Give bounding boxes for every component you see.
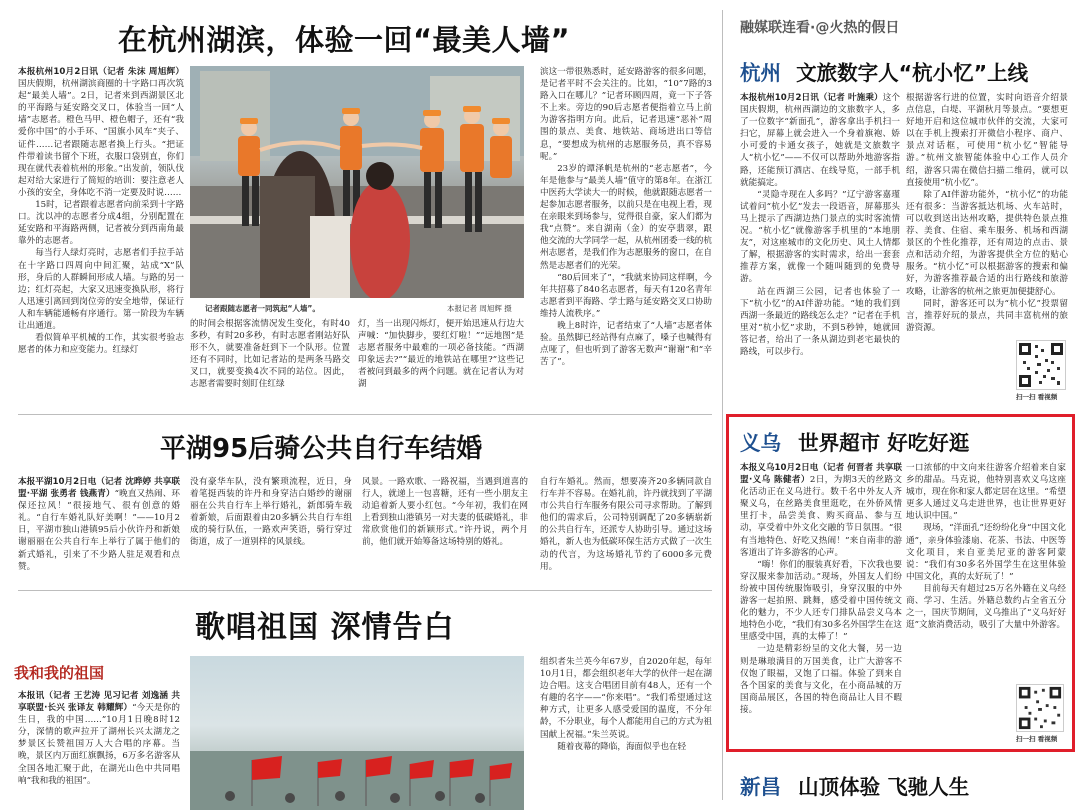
red-flags-illustration bbox=[190, 656, 524, 810]
middle-divider bbox=[18, 590, 712, 591]
right-top-col1-text: 这个国庆假期，杭州西湖边的文旅数字人，多了一位数字“新面孔”，游客拿出手机扫一扫它，屏幕上就会进入一个身着旗袍、娇小可爱的卡通女孩子，她就是文旅数字人“杭小忆”——不仅可以帮助外地游客指路，还能预订酒店、在线导览，一部手机就能搞定。 bbox=[740, 93, 900, 188]
right-middle-col1-text: 2日，为期3天的丝路文化活动正在义乌进行。数千名中外友人齐聚义乌，在丝路美食里逛吃，在外侨风情里打卡，品尝美食、购买商品、参与互动，享受着中外文化交融的节日氛围。“很有当地特色、好吃又热闹！”来自南非的游客道出了许多游客的心声。 bbox=[740, 475, 902, 558]
middle-col3: 风景。一路欢歌、一路祝福，当遇到道喜的行人，就递上一包喜糖，还有一些小朋友主动追着新人要小红包。“今年初，我们在网上看到独山港镇另一对夫妻的低碳婚礼，非常欣赏他们的新颖形式。”许丹说，两个月前，他们就开始筹备这场特别的婚礼。 bbox=[362, 477, 528, 548]
right-top-col2-text: 根据游客行进的位置，实时向语音介绍景点信息，白堤、平湖秋月等景点。“要想更好地开启和这位城市伙伴的交流，大家可以在手机上搜索打开微信小程序、商户、景点对话框，可使用“杭小忆”智能导游。”杭州文旅智能体验中心工作人员介绍，游客只需在微信扫描二维码，就可以直接使用“杭小忆”。 bbox=[906, 93, 1068, 188]
top-col4d-text: 晚上8时许，记者结束了“人墙”志愿者体验。虽然脚已经站得有点麻了，嗓子也喊得有点哑了，但也听到了游客无数声“谢谢”和“辛苦了”。 bbox=[540, 320, 712, 368]
lower-col1 bbox=[18, 690, 180, 806]
top-col1c-text: 每当行人绿灯亮时，志愿者们手拉手站在十字路口四周向中间汇聚，站成“X”队形，身后的人群瞬间形成人墙。与路的另一边；红灯亮起，大家又迅速变换队形，将行人迅速引离回到岗位旁的安全地带，保证行人和车辆能通畅有序通行。第一阶段为车辆让出通道。 bbox=[18, 248, 184, 331]
right-middle-qr-code[interactable] bbox=[1016, 684, 1064, 732]
right-top-col2 bbox=[906, 92, 1068, 336]
qr-code-icon bbox=[1017, 341, 1065, 389]
middle-col1 bbox=[18, 476, 180, 576]
chorus-flags-photo bbox=[190, 656, 524, 810]
human-wall-photo bbox=[190, 66, 524, 298]
right-middle-dateline: 本报义乌10月2日电（记者 何晋者 共享联盟·义乌 陈健者） bbox=[740, 463, 902, 486]
right-middle-col1 bbox=[740, 462, 902, 746]
top-photo-credit: 本报记者 周旭辉 摄 bbox=[447, 304, 512, 313]
middle-col1-text: “晚直又热闹、环保还拉风！”很接地气、很有创意的婚礼。“自行车婚礼队好美啊！”——10月2日，平湖市独山港镇95后小伙许丹和新娘谢丽丽在公共自行车上举行了属于他们的新式婚礼，引来了不少路人驻足观看和点赞。 bbox=[18, 489, 180, 572]
top-col2: 的时间会根据客流情况发生变化，有时40多秒，有时20多秒，有时志愿者刚站好队形不久，就要准备赶到下一个队形。位置还有不同时，比如记者站的是两条马路交叉口，就要变换4次不同的站位。因此，志愿者需要时刻盯住红绿 bbox=[190, 319, 350, 390]
top-photo-caption: 记者跟随志愿者一同筑起“人墙”。 bbox=[205, 304, 320, 313]
right-middle-col2-text: 一口浓郁的中文向来往游客介绍着来自家乡的甜品。马克说，他特别喜欢义乌这座城市，现在你和家人都定居在这里。“希望更多人通过义乌走进世界，也让世界更好地认识中国。” bbox=[906, 463, 1066, 522]
top-col4c-text: “80后回来了”，“我就来协同这样啊，今年共招募了840名志愿者，每天有120名青年志愿者到平海路、学士路与延安路交叉口协助维持人流秩序。” bbox=[540, 272, 712, 319]
lower-dateline: 本报讯（记者 王艺涛 见习记者 刘逸涵 共享联盟·长兴 张译友 韩耀辉） bbox=[18, 691, 180, 714]
top-col4 bbox=[540, 66, 712, 404]
right-top-col2b-text: 除了AI伴游功能外，“杭小忆”的功能还有很多：当游客抵达机场、火车站时，可以收到送出达州攻略，提供特色景点推荐、美食、住宿、乘车服务、机场和西湖景区的个性化推荐，还有周边的点击、景点和活动介绍，为游客提供全方位的贴心服务。“杭小忆”可以根据游客的搜索和偏好，为游客推荐最合适的出行路线和旅游攻略，让游客的杭州之旅更加便捷舒心。 bbox=[906, 189, 1068, 297]
top-col1 bbox=[18, 66, 184, 404]
top-headline: 在杭州湖滨，体验一回“最美人墙” bbox=[118, 23, 571, 57]
vertical-divider bbox=[722, 10, 723, 800]
right-bottom-headline bbox=[740, 770, 969, 800]
right-top-qr-code[interactable] bbox=[1016, 340, 1066, 390]
right-top-col2c-text: 同时，游客还可以为“杭小忆”投票留言，推荐好玩的景点，共同丰富杭州的旅游资源。 bbox=[906, 298, 1068, 333]
right-top-col1 bbox=[740, 92, 900, 400]
middle-col2: 没有豪华车队，没有繁琐流程，近日，身着笔挺西装的许丹和身穿洁白婚纱的谢丽丽在公共自行车上举行婚礼，新郎骑车载着新娘，后面跟着由20多辆公共自行车组成的骑行队伍，一路欢声笑语，骑行穿过街道，成了一道别样的风景线。 bbox=[190, 477, 352, 548]
right-middle-title: 世界超市 好吃好逛 bbox=[798, 431, 970, 455]
right-top-kicker: 融媒联连看·@火热的假日 bbox=[740, 20, 900, 36]
middle-dateline: 本报平湖10月2日电（记者 沈晔婷 共享联盟·平湖 张勇者 钱燕青） bbox=[18, 477, 180, 500]
right-top-col1b-text: “灵隐寺现在人多吗？”辽宁游客嘉瑾试着问“杭小忆”发去一段语音，屏幕那头马上提示了西湖边热门景点的实时客流情况。“杭小忆”就像游客手机里的“本地朋友”，对这座城市的文化历史、风土人情都了解，根据游客的实时需求，给出一套套推荐方案，就像一个随叫随到的免费导游。 bbox=[740, 189, 900, 285]
right-top-col1c-text: 站在西湖三公园，记者也体验了一下“杭小忆”的AI伴游功能。“她的我们到西湖一条最近的路线怎么走？”记者在手机里对“杭小忆”求助，不到5秒钟，她就回答记者，给出了一条从湖边到老宅最快的路线，可以步行。 bbox=[740, 286, 900, 357]
right-middle-headline bbox=[740, 426, 969, 456]
human-wall-illustration bbox=[190, 66, 524, 298]
top-dateline: 本报杭州10月2日讯（记者 朱沫 周旭辉） bbox=[18, 67, 184, 77]
top-col4-text: 滨这一带很熟悉时，延安路游客的很多问题，是记者平时不会关注的。比如，“10”7路的3路入口在哪儿？”记者环顾四周，竟一下子答不上来。旁边的90后志愿者便指着立马上前为游客指明方向。此后，记者迅速“恶补”周围的景点、美食、地铁站、商场进出口等信息，“要想成为杭州的志愿服务员，真不容易呢。” bbox=[540, 67, 712, 162]
right-top-place: 杭州 bbox=[740, 61, 781, 85]
right-bottom-place: 新昌 bbox=[740, 775, 781, 799]
top-divider bbox=[18, 414, 712, 415]
top-col1-text: 国庆假期，杭州湖滨商圈的十字路口再次筑起“最美人墙”。2日，记者来到西湖景区北的平海路与延安路交叉口，体验当一回“人墙”志愿者。橙色马甲、橙色帽子，还有“我爱你中国”的小手环、“国旗小风车”夹子、证件……记者跟随志愿者换上行头。“把证件带着读书留个下班，衣服口袋别直，你们现在就代表着杭州的形象。”出发前，领队伐起对给大家进行了简短的培训：要注意老人小孩的安全，身体吃不消一定要及时说…… bbox=[18, 79, 184, 198]
top-col1d-text: 看似简单平机械的工作，其实很考验志愿者的体力和应变能力。红绿灯 bbox=[18, 333, 184, 356]
right-middle-col1b-text: “嗨！你们的服装真好看，下次我也要穿汉服来参加活动。”现场，外国友人们纷纷被中国传统服饰吸引，身穿汉服的中外游客一起拍照、跳舞，感受着中国传统文化的魅力，不少人还专门排队品尝义乌本地特色小吃，“我们有30多名外国学生在这里感受中国，真的太棒了！” bbox=[740, 559, 902, 643]
right-top-title: 文旅数字人“杭小忆”上线 bbox=[796, 61, 1029, 85]
middle-headline: 平湖95后骑公共自行车结婚 bbox=[160, 434, 483, 464]
right-middle-place: 义乌 bbox=[740, 431, 781, 455]
lower-col4b-text: 随着夜幕的降临，海面似乎也在轻 bbox=[557, 741, 687, 752]
right-top-headline bbox=[740, 56, 1028, 86]
top-col1b-text: 15时，记者跟着志愿者向前采到十字路口。沈以冲的志愿者分成4组，分别配置在延安路和平海路两侧，记者被分到西南角最靠外的志愿者。 bbox=[18, 200, 184, 247]
lower-col1-text: “今天是你的生日，我的中国……”10月1日晚8时12分，深情的歌声拉开了湖州长兴太湖龙之梦景区长赞祖国万人大合唱的序幕。当晚，景区内万面红旗飘扬，6万多名游客从全国各地汇聚于此，在湖光山色中共同唱响“我和我的祖国”。 bbox=[18, 703, 180, 786]
lower-col4-text: 组织者朱兰英今年67岁，自2020年起，每年10月1日，都会组织老年大学的伙伴一起在湖边合唱。这支合唱团目前有48人，还有一个有趣的名字——“你来唱”。“我们希望通过这种方式，让更多人感受爱国的温度，不分年龄，不分职业，每个人都能用自己的方式为祖国献上祝福。”朱兰英说。 bbox=[540, 657, 712, 740]
right-middle-source: 扫一扫 看视频 bbox=[1016, 735, 1058, 743]
right-top-dateline: 本报杭州10月2日讯（记者 叶施乘） bbox=[740, 93, 883, 103]
lower-kicker: 我和我的祖国 bbox=[14, 664, 105, 682]
lower-col4 bbox=[540, 656, 712, 810]
top-col4b-text: 23岁的谭泽帆是杭州的“老志愿者”，今年是他参与“最美人墙”值守的第8年。在浙江中医药大学读大一的时候，他就跟随志愿者一起参加志愿者服务，以前只是在电视上看，现在亲眼来到场参与，觉得很自豪，家人们都为我“点赞”。来自湖南（金）的安亭翡翠，跟他交流的大学同学一起，从杭州团委一线的杭州志愿者，是我们作为志愿服务的窗口，在自然是志愿者们的光荣。 bbox=[540, 163, 712, 271]
qr-code-icon bbox=[1017, 685, 1063, 731]
right-bottom-title: 山顶体验 飞驰人生 bbox=[798, 775, 970, 799]
right-middle-col2c-text: 目前每天有超过25万名外籍在义乌经商、学习、生活。外籍总数约占全省五分之一，国庆节期间，义乌推出了“义乌好好逛”文旅消费活动，吸引了大量中外游客。 bbox=[906, 583, 1066, 631]
right-middle-col2b-text: 现场，“洋面孔”还纷纷化身“中国文化通”，亲身体验漆扇、花茶、书法、中医等文化项目，来自亚美尼亚的游客阿蒙说：“我们有30多名外国学生在这里体验中国文化，真的太好玩了！” bbox=[906, 523, 1066, 582]
lower-headline: 歌唱祖国 深情告白 bbox=[195, 610, 455, 645]
right-middle-col1c-text: 一边是精彩纷呈的文化大餐，另一边则是琳琅满目的万国美食，让广大游客不仅饱了眼福，又饱了口福。体验了到来自各个国家的美食与文化，在小商品城的万国商品展区，各国的特色商品让人目不暇接。 bbox=[740, 644, 902, 715]
right-top-source: 扫一扫 看视频 bbox=[1016, 393, 1058, 401]
middle-col4: 自行车婚礼。然而，想要凑齐20多辆同款自行车并不容易。在婚礼前，许丹就找到了平湖市公共自行车服务有限公司寻求帮助。了解到他们的需求后，公司特别调配了20多辆崭新的公共自行车，还派专人协助引导。通过这场婚礼，新人也为低碳环保生活方式做了一次生动的代言，为这场婚礼节约了6000多元费用。 bbox=[540, 477, 712, 572]
right-middle-col2 bbox=[906, 462, 1066, 682]
top-col3: 灯，当一出现闪烁灯，便开始迅速从行边大声喊：“加快脚步，要红灯啦！”“远地图”是志愿者服务中最难的一项必备技能。“西湖印象远去?”“最近的地铁站在哪里?”这些记者被问到最多的两个问题。就在记者认为对湖 bbox=[358, 319, 524, 390]
